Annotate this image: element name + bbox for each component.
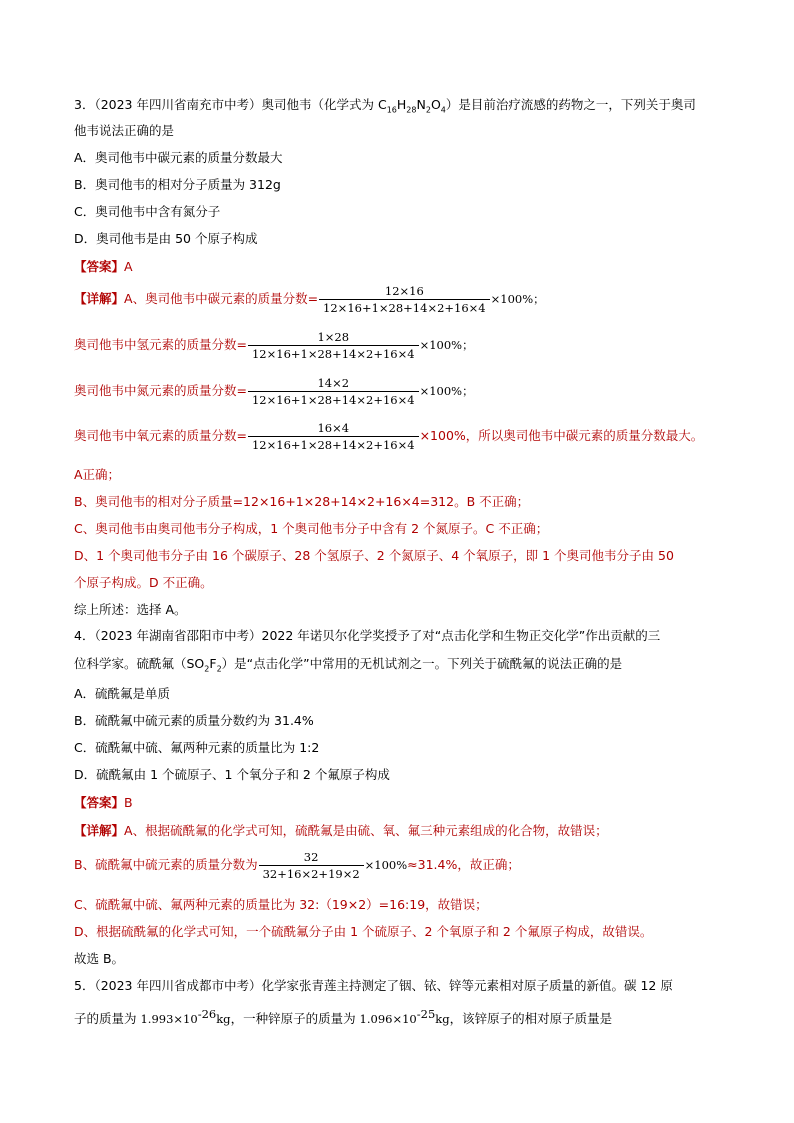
q3-detail-d-line1: D、1 个奥司他韦分子由 16 个碳原子、28 个氢原子、2 个氮原子、4 个氧原子，即 1 个奥司他韦分子由 50 (74, 548, 674, 563)
q4-summary: 故选 B。 (74, 951, 125, 966)
q4-detail-c: C、硫酰氟中硫、氟两种元素的质量比为 32:（19×2）=16:19，故错误； (74, 897, 488, 912)
q5-stem-line2: 子的质量为 $1.993\times 10^{-26}kg$，一种锌原子的质量为 $1.096\times 10^{-25}kg$，该锌原子的相对原子质量是 (74, 1007, 613, 1027)
q3-option-b: B．奥司他韦的相对分子质量为 312g (74, 177, 281, 192)
q3-detail-a: 【详解】A、奥司他韦中碳元素的质量分数= $\frac{12\times 16}{12\times 16+1\times 28+14\times 2+16\times 4}$ ×100%； (74, 284, 545, 315)
q3-a-correct: A正确； (74, 467, 121, 482)
q4-detail-d: D、根据硫酰氟的化学式可知，一个硫酰氟分子由 1 个硫原子、2 个氧原子和 2 个氟原子构成，故错误。 (74, 924, 653, 939)
q4-stem-line2: 位科学家。硫酰氟$(SO_2F_2)$是“点击化学”中常用的无机试剂之一。下列关于硫酰氟的说法正确的是 (74, 656, 623, 674)
q3-detail-nitrogen: 奥司他韦中氮元素的质量分数= $\frac{14\times 2}{12\times 16+1\times 28+14\times 2+16\times 4}$ ×100%； (74, 376, 474, 407)
q3-detail-oxygen: 奥司他韦中氧元素的质量分数= $\frac{16\times 4}{12\times 16+1\times 28+14\times 2+16\times 4}$ ×100%，所以奥司他韦中碳元素的质量分数最大。 (74, 421, 704, 452)
q3-summary: 综上所述：选择 A。 (74, 602, 187, 617)
q3-option-d: D．奥司他韦是由 50 个原子构成 (74, 231, 258, 246)
q3-detail-b: B、奥司他韦的相对分子质量=12×16+1×28+14×2+16×4=312。B 不正确； (74, 494, 530, 509)
q3-fraction-nitrogen: $\frac{14\times 2}{12\times 16+1\times 28+14\times 2+16\times 4}$ (248, 376, 419, 407)
q4-option-d: D．硫酰氟由 1 个硫原子、1 个氧分子和 2 个氟原子构成 (74, 767, 390, 782)
q4-option-b: B．硫酰氟中硫元素的质量分数约为 31.4% (74, 713, 314, 728)
q4-option-a: A．硫酰氟是单质 (74, 686, 171, 701)
q3-stem-line1: 3．（2023 年四川省南充市中考）奥司他韦（化学式为 $C_{16}H_{28}N_2O_4$）是目前治疗流感的药物之一，下列关于奥司 (74, 97, 696, 115)
q3-option-c: C．奥司他韦中含有氮分子 (74, 204, 221, 219)
q4-fraction-sulfur: $\frac{32}{32+16\times 2+19\times 2}$ (259, 850, 364, 881)
q3-fraction-oxygen: $\frac{16\times 4}{12\times 16+1\times 28+14\times 2+16\times 4}$ (248, 421, 419, 452)
q3-detail-c: C、奥司他韦由奥司他韦分子构成，1 个奥司他韦分子中含有 2 个氮原子。C 不正确； (74, 521, 549, 536)
q4-detail-a: 【详解】A、根据硫酰氟的化学式可知，硫酰氟是由硫、氧、氟三种元素组成的化合物，故错误； (74, 823, 608, 838)
q5-stem-line1: 5．（2023 年四川省成都市中考）化学家张青莲主持测定了铟、铱、锌等元素相对原子质量的新值。碳 12 原 (74, 978, 673, 993)
q4-answer: 【答案】B (74, 795, 133, 810)
q4-detail-b: B、硫酰氟中硫元素的质量分数为 $\frac{32}{32+16\times 2+19\times 2}$ ×100%≈31.4%，故正确； (74, 850, 520, 881)
q3-fraction-carbon: $\frac{12\times 16}{12\times 16+1\times 28+14\times 2+16\times 4}$ (319, 284, 490, 315)
q3-stem-line2: 他韦说法正确的是 (74, 123, 175, 138)
q4-option-c: C．硫酰氟中硫、氟两种元素的质量比为 1:2 (74, 740, 320, 755)
q3-detail-hydrogen: 奥司他韦中氢元素的质量分数= $\frac{1\times 28}{12\times 16+1\times 28+14\times 2+16\times 4}$ ×100%； (74, 330, 474, 361)
q3-detail-d-line2: 个原子构成。D 不正确。 (74, 575, 213, 590)
q3-fraction-hydrogen: $\frac{1\times 28}{12\times 16+1\times 28+14\times 2+16\times 4}$ (248, 330, 419, 361)
q4-stem-line1: 4．（2023 年湖南省邵阳市中考）2022 年诺贝尔化学奖授予了对“点击化学和生物正交化学”作出贡献的三 (74, 628, 661, 643)
q3-option-a: A．奥司他韦中碳元素的质量分数最大 (74, 150, 283, 165)
q3-answer: 【答案】A (74, 259, 133, 274)
